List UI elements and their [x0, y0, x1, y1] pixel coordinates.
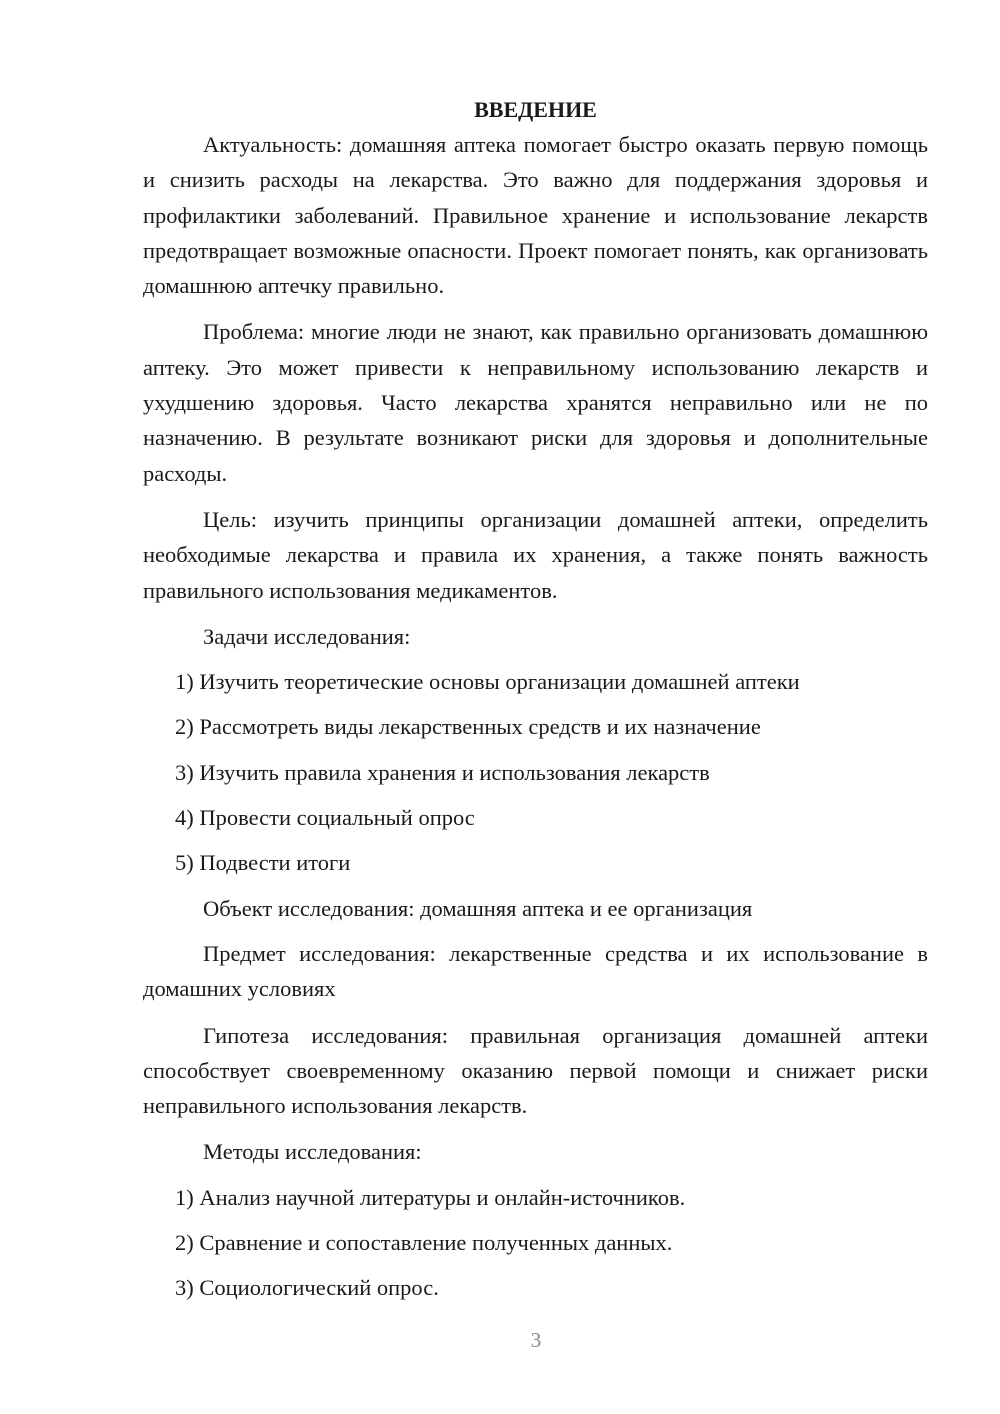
list-item: 4) Провести социальный опрос	[175, 805, 475, 831]
methods-heading: Методы исследования:	[203, 1139, 422, 1165]
tasks-list	[143, 664, 928, 880]
list-item: 1) Анализ научной литературы и онлайн-источников.	[175, 1184, 686, 1210]
methods-list	[143, 1180, 928, 1306]
list-item: 5) Подвести итоги	[175, 850, 351, 876]
list-item: 2) Сравнение и сопоставление полученных данных.	[175, 1230, 673, 1256]
object-paragraph: Объект исследования: домашняя аптека и ее организация	[203, 895, 753, 921]
page-content	[143, 92, 928, 1306]
list-item: 2) Рассмотреть виды лекарственных средств и их назначение	[175, 714, 761, 740]
list-item: 3) Изучить правила хранения и использования лекарств	[175, 759, 710, 785]
problem-paragraph: Проблема: многие люди не знают, как правильно организовать домашнюю аптеку. Это может привести к неправильному использованию лекарств и ухудшению здоровья. Часто лекарства хранятся неправильно или не по назначению. В результате возникают риски для здоровья и дополнительные расходы.	[143, 319, 928, 486]
subject-paragraph: Предмет исследования: лекарственные средства и их использование в домашних условиях	[143, 940, 928, 1002]
tasks-heading: Задачи исследования:	[203, 623, 411, 649]
page-number: 3	[530, 1328, 542, 1352]
list-item: 1) Изучить теоретические основы организации домашней аптеки	[175, 669, 800, 695]
goal-paragraph: Цель: изучить принципы организации домашней аптеки, определить необходимые лекарства и правила их хранения, а также понять важность правильного использования медикаментов.	[143, 506, 928, 603]
list-item: 3) Социологический опрос.	[175, 1275, 439, 1301]
hypothesis-paragraph: Гипотеза исследования: правильная организация домашней аптеки способствует своевременному оказанию первой помощи и снижает риски неправильного использования лекарств.	[143, 1022, 928, 1119]
section-title: ВВЕДЕНИЕ	[474, 97, 597, 122]
relevance-paragraph: Актуальность: домашняя аптека помогает быстро оказать первую помощь и снизить расходы на лекарства. Это важно для поддержания здоровья и профилактики заболеваний. Правильное хранение и использование лекарств предотвращает возможные опасности. Проект помогает понять, как организовать домашнюю аптечку правильно.	[143, 132, 928, 299]
